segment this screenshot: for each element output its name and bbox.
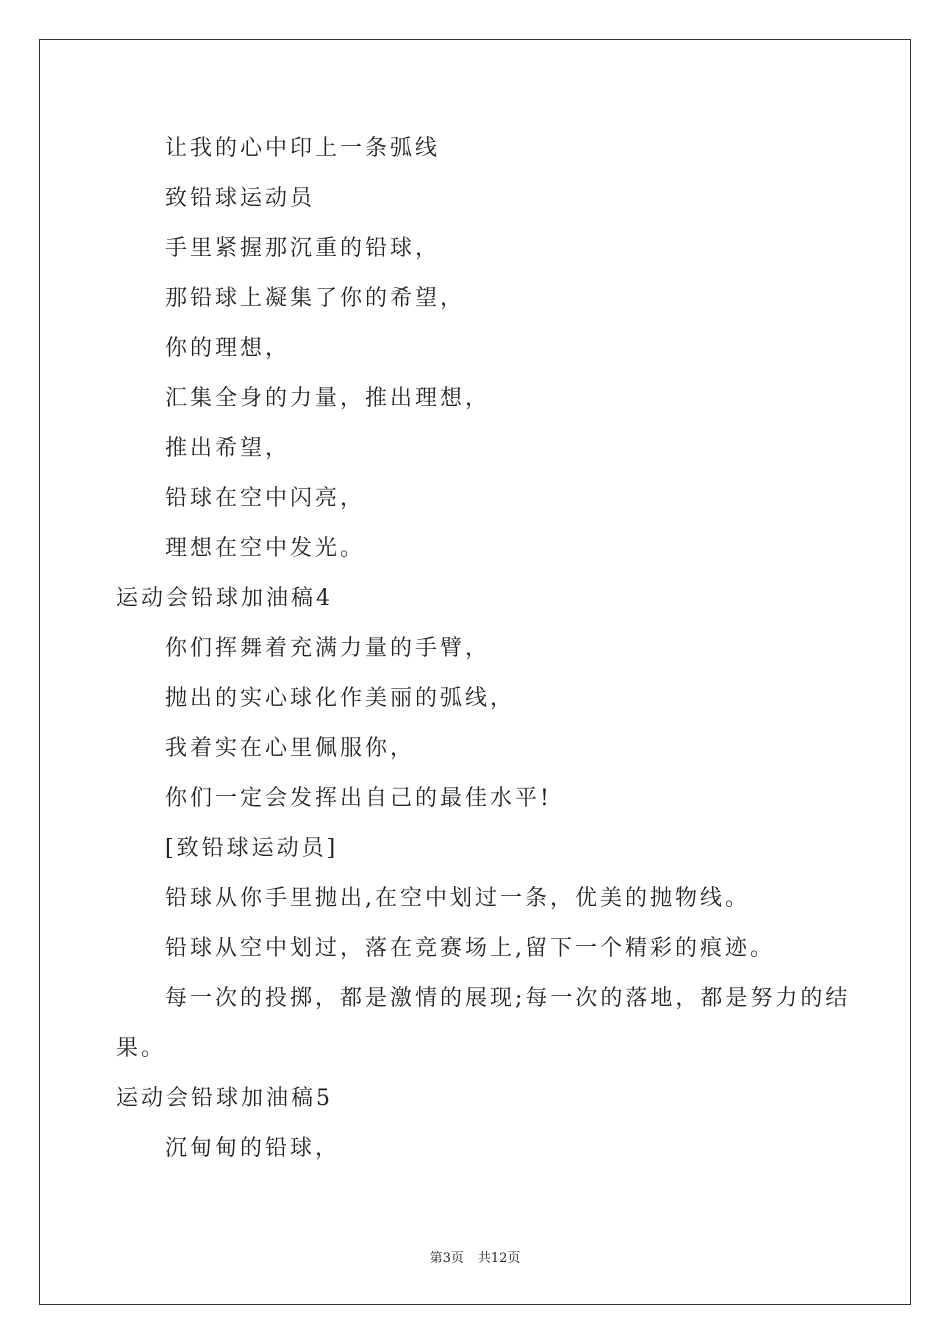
poem-line: 铅球从你手里抛出,在空中划过一条，优美的抛物线。 — [165, 886, 750, 911]
section-heading: 运动会铅球加油稿4 — [116, 586, 333, 611]
poem-line: 汇集全身的力量，推出理想， — [165, 386, 491, 411]
poem-line: 致铅球运动员 — [165, 186, 316, 211]
poem-line: 理想在空中发光。 — [165, 536, 366, 561]
poem-line: 铅球在空中闪亮， — [165, 486, 366, 511]
poem-line: 你们挥舞着充满力量的手臂， — [165, 636, 491, 661]
poem-line: 让我的心中印上一条弧线 — [165, 136, 441, 161]
poem-line: 你们一定会发挥出自己的最佳水平! — [165, 786, 552, 811]
poem-subtitle: [致铅球运动员] — [165, 836, 339, 861]
poem-line: 我着实在心里佩服你， — [165, 736, 416, 761]
poem-line-continuation: 果。 — [116, 1036, 167, 1061]
poem-line: 手里紧握那沉重的铅球， — [165, 236, 441, 261]
page-total: 共12页 — [477, 1251, 521, 1266]
page-frame — [39, 39, 911, 1305]
page-footer — [0, 1247, 950, 1266]
poem-line: 推出希望， — [165, 436, 291, 461]
section-heading: 运动会铅球加油稿5 — [116, 1086, 333, 1111]
poem-line: 抛出的实心球化作美丽的弧线， — [165, 686, 516, 711]
poem-line: 每一次的投掷，都是激情的展现;每一次的落地，都是努力的结 — [165, 986, 851, 1011]
poem-line: 那铅球上凝集了你的希望， — [165, 286, 466, 311]
poem-line: 沉甸甸的铅球， — [165, 1136, 341, 1161]
poem-line: 你的理想， — [165, 336, 291, 361]
page-number: 第3页 — [429, 1251, 464, 1266]
poem-line: 铅球从空中划过，落在竞赛场上,留下一个精彩的痕迹。 — [165, 936, 775, 961]
